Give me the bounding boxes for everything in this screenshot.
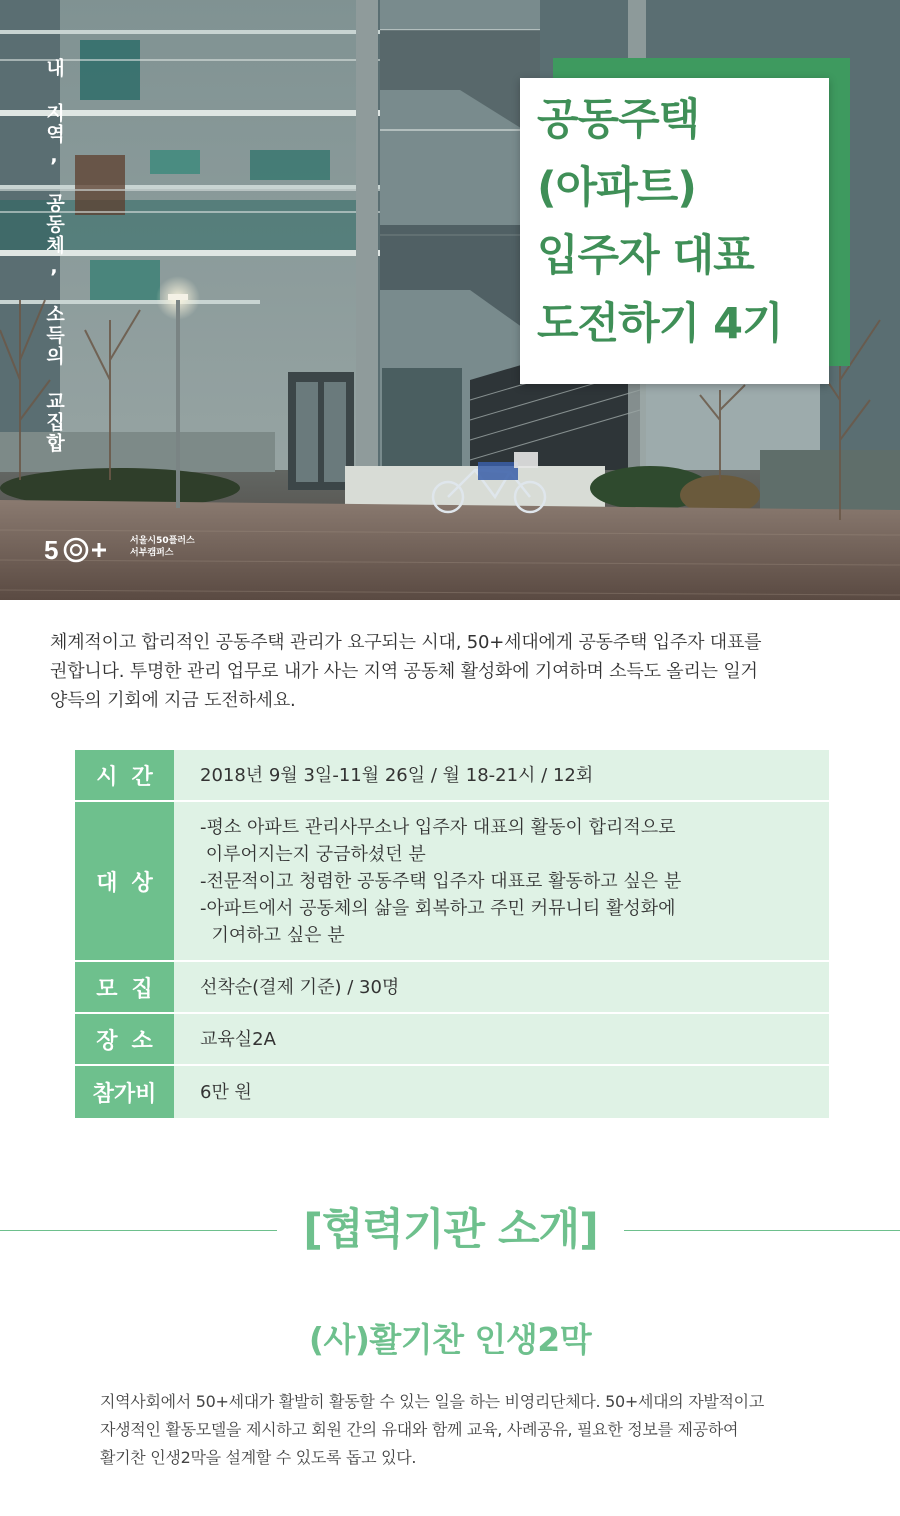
hero-tagline: 내 지역, 공동체, 소득의 교집합 <box>43 58 65 454</box>
info-value-text: 6만 원 <box>200 1081 252 1103</box>
org-desc-line: 지역사회에서 50+세대가 활발히 활동할 수 있는 일을 하는 비영리단체다. 50+세대의 자발적이고 <box>100 1392 764 1411</box>
intro-line: 권합니다. 투명한 관리 업무로 내가 사는 지역 공동체 활성화에 기여하며 소득도 올리는 일거 <box>50 661 758 682</box>
intro-line: 체계적이고 합리적인 공동주택 관리가 요구되는 시대, 50+세대에게 공동주택 입주자 대표를 <box>50 632 762 653</box>
hero-title-line-2: (아파트) <box>537 163 696 213</box>
hero-title-line-1: 공동주택 <box>537 95 700 145</box>
intro-paragraph <box>50 628 862 715</box>
info-key-time: 시간 <box>75 750 174 800</box>
info-value-fee <box>174 1066 829 1118</box>
program-info-table <box>75 750 829 1118</box>
info-value-line: -전문적이고 청렴한 공동주택 입주자 대표로 활동하고 싶은 분 <box>200 870 682 892</box>
info-value-place <box>174 1014 829 1064</box>
info-row-place <box>75 1014 829 1066</box>
info-row-target <box>75 802 829 962</box>
brand-text <box>130 535 195 559</box>
org-desc-line: 자생적인 활동모델을 제시하고 회원 간의 유대와 함께 교육, 사례공유, 필요한 정보를 제공하여 <box>100 1420 739 1439</box>
info-row-time <box>75 750 829 802</box>
info-value-time <box>174 750 829 800</box>
info-row-recruit <box>75 962 829 1014</box>
org-desc-line: 활기찬 인생2막을 설계할 수 있도록 돕고 있다. <box>100 1448 417 1467</box>
info-key-fee: 참가비 <box>75 1066 174 1118</box>
info-value-recruit <box>174 962 829 1012</box>
info-value-line: 이루어지는지 궁금하셨던 분 <box>200 843 426 865</box>
partner-section-title: [협력기관 소개] <box>303 1205 598 1255</box>
partner-org-description <box>100 1388 820 1472</box>
brand-line-2: 서부캠퍼스 <box>130 548 174 558</box>
info-value-line: -평소 아파트 관리사무소나 입주자 대표의 활동이 합리적으로 <box>200 816 676 838</box>
info-value-line: -아파트에서 공동체의 삶을 회복하고 주민 커뮤니티 활성화에 <box>200 897 676 919</box>
brand-line-1: 서울시50플러스 <box>130 536 195 546</box>
hero-banner <box>0 0 900 600</box>
svg-text:5: 5 <box>44 535 59 565</box>
info-value-target <box>174 802 829 960</box>
partner-org-name: (사)활기찬 인생2막 <box>308 1320 592 1359</box>
hero-title-box <box>520 78 829 384</box>
info-key-target: 대상 <box>75 802 174 960</box>
info-value-text: 선착순(결제 기준) / 30명 <box>200 976 400 998</box>
info-value-text: 교육실2A <box>200 1028 276 1050</box>
divider-right <box>624 1230 900 1231</box>
fifty-plus-logo-icon <box>44 533 124 567</box>
info-value-text: 2018년 9월 3일-11월 26일 / 월 18-21시 / 12회 <box>200 764 594 786</box>
partner-section-header <box>0 1198 900 1262</box>
hero-title-line-4: 도전하기 4기 <box>537 299 783 349</box>
info-row-fee <box>75 1066 829 1118</box>
hero-title-line-3: 입주자 대표 <box>537 231 754 281</box>
info-key-place: 장소 <box>75 1014 174 1064</box>
divider-left <box>0 1230 277 1231</box>
info-key-recruit: 모집 <box>75 962 174 1012</box>
intro-line: 양득의 기회에 지금 도전하세요. <box>50 690 296 711</box>
info-value-line: 기여하고 싶은 분 <box>200 924 345 946</box>
